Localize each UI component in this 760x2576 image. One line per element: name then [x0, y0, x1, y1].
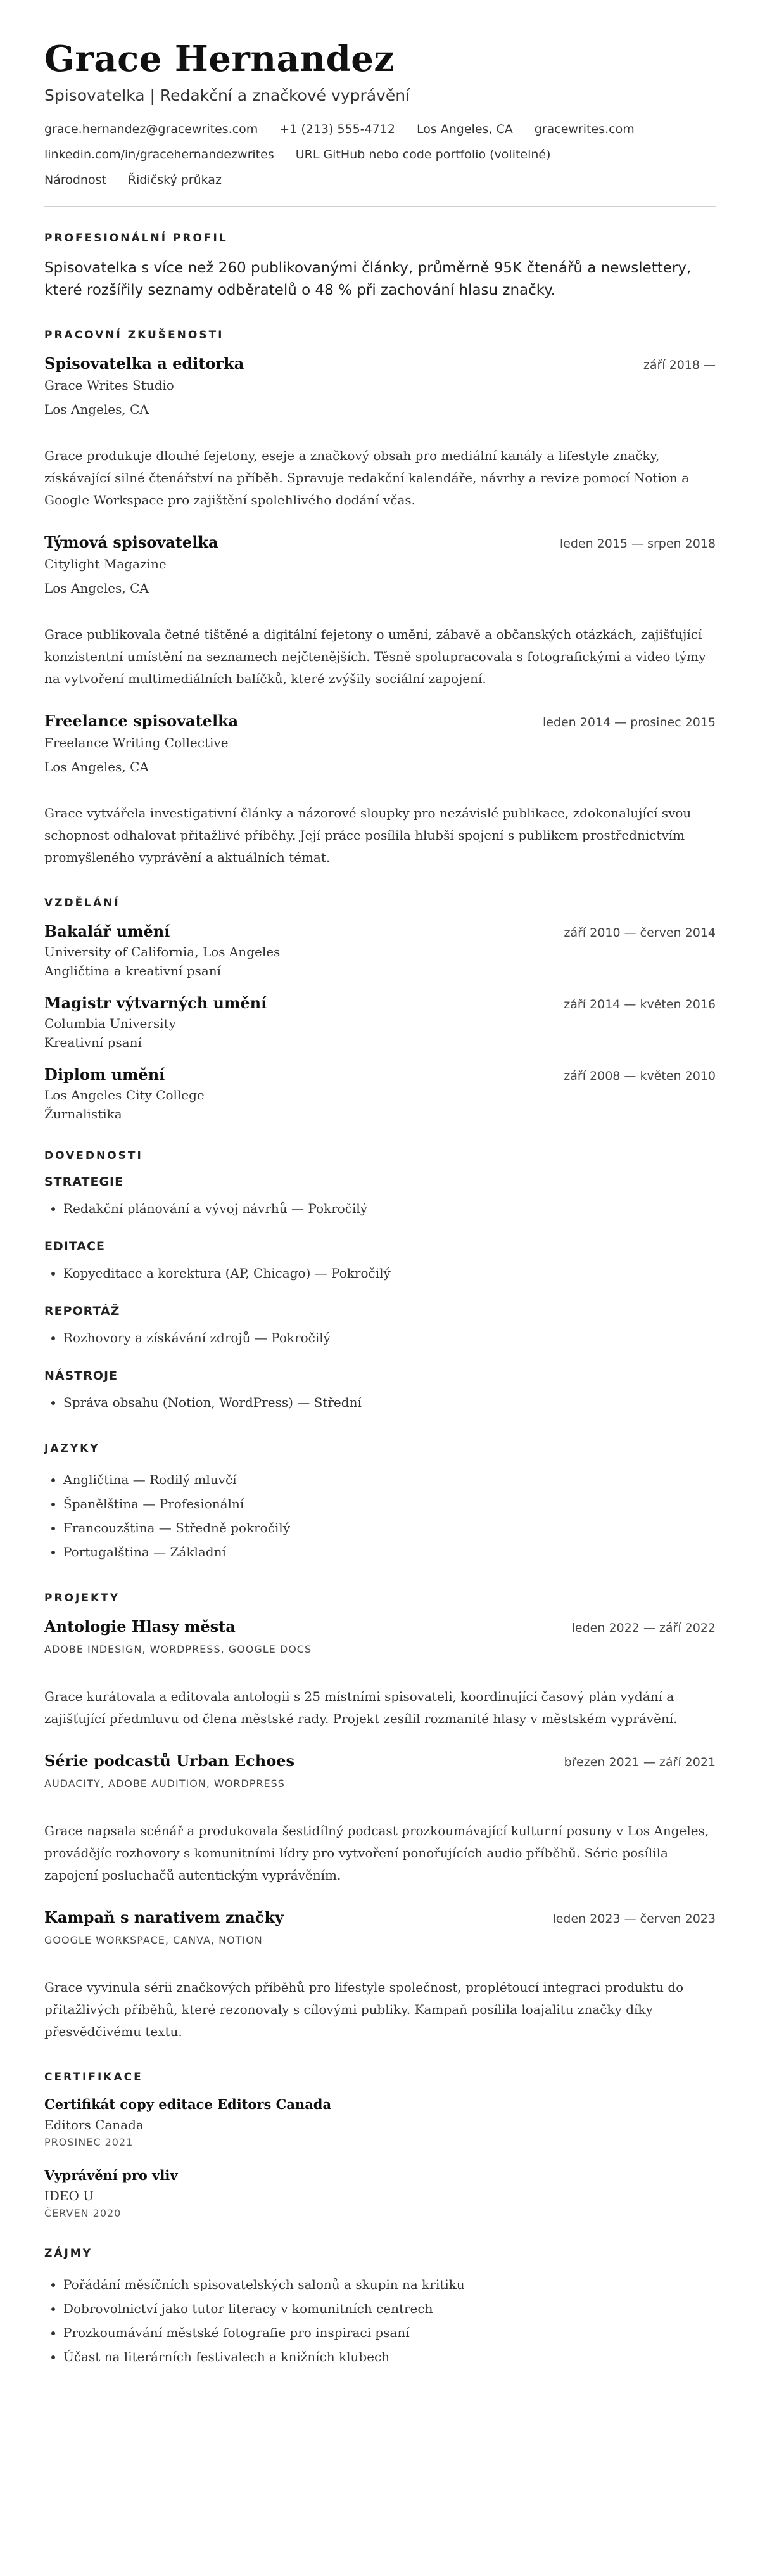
experience-entry — [44, 354, 716, 511]
skill-item: • Správa obsahu (Notion, WordPress) — Střední — [63, 1390, 716, 1414]
experience-dates: leden 2014 — prosinec 2015 — [542, 715, 716, 729]
interest-list — [44, 2272, 716, 2369]
certification-entry — [44, 2096, 716, 2148]
languages-section — [44, 1442, 716, 1564]
experience-location: Los Angeles, CA — [44, 759, 149, 774]
education-title: VZDĚLÁNÍ — [44, 897, 120, 909]
certification-issuer: Editors Canada — [44, 2117, 144, 2132]
education-school: Los Angeles City College — [44, 1087, 205, 1103]
headline: Spisovatelka | Redakční a značkové vyprávění — [44, 86, 410, 105]
languages-title: JAZYKY — [44, 1442, 100, 1455]
skills-title: DOVEDNOSTI — [44, 1150, 143, 1162]
project-name: Kampaň s narativem značky — [44, 1908, 284, 1926]
experience-company: Freelance Writing Collective — [44, 735, 229, 750]
experience-description: Grace vytvářela investigativní články a názorové sloupky pro nezávislé publikace, zdokonalující svou schopnost odhalovat přitažlivé příběhy. Její práce posílila hlubší spojení s publikem prostřednictvím promyšleného vyprávění a aktuálních témat. — [44, 805, 692, 865]
project-description: Grace vyvinula sérii značkových příběhů pro lifestyle společnost, proplétoucí integraci produktu do přitažlivých příběhů, které rezonovaly s cílovými publiky. Kampaň posílila loajalitu značky díky přesvědčivému textu. — [44, 1980, 684, 2039]
skill-item: • Rozhovory a získávání zdrojů — Pokročilý — [63, 1326, 716, 1350]
project-entry — [44, 1752, 716, 1887]
skill-list — [44, 1326, 716, 1350]
education-entry — [44, 922, 716, 978]
certification-date: ČERVEN 2020 — [44, 2207, 122, 2219]
candidate-name: Grace Hernandez — [44, 38, 395, 80]
education-dates: září 2014 — květen 2016 — [564, 997, 716, 1011]
project-tech: ADOBE INDESIGN, WORDPRESS, GOOGLE DOCS — [44, 1643, 312, 1655]
skill-item: • Redakční plánování a vývoj návrhů — Pokročilý — [63, 1196, 716, 1221]
experience-description: Grace publikovala četné tištěné a digitální fejetony o umění, zábavě a občanských otázkách, zajišťující konzistentní umístění na seznamech nejčtenějších. Těsně spolupracovala s fotografickými a video týmy na vytvoření multimediálních balíčků, které zvýšily sociální zapojení. — [44, 627, 706, 686]
project-dates: leden 2023 — červen 2023 — [552, 1912, 716, 1926]
contact-row-3 — [44, 173, 716, 187]
language-item: • Portugalština — Základní — [63, 1540, 716, 1564]
experience-entry — [44, 533, 716, 690]
contact-portfolio[interactable]: URL GitHub nebo code portfolio (volitelné) — [295, 148, 551, 162]
contact-nationality: Národnost — [44, 173, 106, 187]
education-field: Žurnalistika — [44, 1106, 122, 1122]
certification-name: Certifikát copy editace Editors Canada — [44, 2096, 332, 2112]
experience-location: Los Angeles, CA — [44, 402, 149, 417]
profile-text: Spisovatelka s více než 260 publikovanými články, průměrně 95K čtenářů a newslettery, které rozšířily seznamy odběratelů o 48 % při zachování hlasu značky. — [44, 260, 692, 298]
interest-item: • Pořádání měsíčních spisovatelských salonů a skupin na kritiku — [63, 2272, 716, 2297]
contact-phone[interactable]: +1 (213) 555-4712 — [279, 122, 395, 136]
contact-website[interactable]: gracewrites.com — [534, 122, 635, 136]
project-tech: AUDACITY, ADOBE AUDITION, WORDPRESS — [44, 1778, 285, 1790]
project-entry — [44, 1617, 716, 1730]
certifications-section — [44, 2071, 716, 2219]
certification-issuer: IDEO U — [44, 2188, 94, 2203]
project-entry — [44, 1908, 716, 2043]
experience-company: Grace Writes Studio — [44, 378, 174, 393]
interests-title: ZÁJMY — [44, 2247, 93, 2260]
profile-title: PROFESIONÁLNÍ PROFIL — [44, 232, 228, 245]
education-dates: září 2010 — červen 2014 — [564, 926, 716, 940]
contact-row-2 — [44, 148, 716, 162]
education-degree: Diplom umění — [44, 1065, 165, 1084]
header-divider — [44, 206, 716, 207]
projects-section — [44, 1592, 716, 2043]
experience-dates: leden 2015 — srpen 2018 — [559, 537, 716, 551]
skill-category-title: NÁSTROJE — [44, 1369, 118, 1383]
interest-item: • Prozkoumávání městské fotografie pro inspiraci psaní — [63, 2321, 716, 2345]
skill-item: • Kopyeditace a korektura (AP, Chicago) — Pokročilý — [63, 1261, 716, 1285]
skill-category-title: REPORTÁŽ — [44, 1304, 120, 1318]
education-school: Columbia University — [44, 1016, 176, 1031]
contact-location: Los Angeles, CA — [416, 122, 513, 136]
skill-list — [44, 1390, 716, 1414]
experience-company: Citylight Magazine — [44, 556, 167, 572]
contact-email[interactable]: grace.hernandez@gracewrites.com — [44, 122, 258, 136]
project-name: Série podcastů Urban Echoes — [44, 1752, 294, 1770]
interest-item: • Dobrovolnictví jako tutor literacy v komunitních centrech — [63, 2297, 716, 2321]
language-item: • Angličtina — Rodilý mluvčí — [63, 1468, 716, 1492]
language-item: • Španělština — Profesionální — [63, 1492, 716, 1516]
project-name: Antologie Hlasy města — [44, 1617, 236, 1636]
experience-role: Spisovatelka a editorka — [44, 354, 244, 373]
experience-dates: září 2018 — — [643, 358, 716, 372]
interests-section — [44, 2247, 716, 2369]
skills-section — [44, 1150, 716, 1414]
project-description: Grace napsala scénář a produkovala šestidílný podcast prozkoumávající kulturní posuny v Los Angeles, provádějíc rozhovory s komunitními lídry pro vytvoření ponořujících audio příběhů. Série posílila zapojení posluchačů autentickým vyprávěním. — [44, 1823, 709, 1883]
education-entry — [44, 1065, 716, 1122]
education-degree: Bakalář umění — [44, 922, 170, 940]
education-entry — [44, 994, 716, 1050]
certification-entry — [44, 2167, 716, 2219]
experience-title: PRACOVNÍ ZKUŠENOSTI — [44, 329, 224, 342]
education-school: University of California, Los Angeles — [44, 944, 281, 959]
experience-location: Los Angeles, CA — [44, 580, 149, 596]
language-list — [44, 1468, 716, 1564]
experience-section — [44, 329, 716, 869]
project-description: Grace kurátovala a editovala antologii s 25 místními spisovateli, koordinující časový plán vydání a zajišťující předmluvu od člena městské rady. Projekt zesílil rozmanité hlasy v městském vyprávění. — [44, 1689, 678, 1726]
education-degree: Magistr výtvarných umění — [44, 994, 267, 1012]
skill-category-title: STRATEGIE — [44, 1175, 124, 1189]
experience-role: Týmová spisovatelka — [44, 533, 218, 551]
contact-row-1 — [44, 122, 716, 136]
education-dates: září 2008 — květen 2010 — [564, 1069, 716, 1083]
profile-section — [44, 232, 716, 301]
experience-entry — [44, 712, 716, 869]
certification-name: Vyprávění pro vliv — [44, 2167, 178, 2183]
project-dates: leden 2022 — září 2022 — [571, 1621, 716, 1635]
experience-role: Freelance spisovatelka — [44, 712, 239, 730]
projects-title: PROJEKTY — [44, 1592, 120, 1605]
skill-list — [44, 1261, 716, 1285]
education-section — [44, 897, 716, 1122]
certifications-title: CERTIFIKACE — [44, 2071, 143, 2084]
certification-date: PROSINEC 2021 — [44, 2136, 134, 2148]
experience-description: Grace produkuje dlouhé fejetony, eseje a značkový obsah pro mediální kanály a lifestyle značky, získávající silné čtenářství na příběh. Spravuje redakční kalendáře, návrhy a revize pomocí Notion a Google Workspace pro zajištění spolehlivého dodání včas. — [44, 448, 690, 508]
education-field: Angličtina a kreativní psaní — [44, 963, 222, 978]
contact-linkedin[interactable]: linkedin.com/in/gracehernandezwrites — [44, 148, 274, 162]
contact-driving-license: Řidičský průkaz — [127, 173, 222, 187]
interest-item: • Účast na literárních festivalech a knižních klubech — [63, 2345, 716, 2369]
education-field: Kreativní psaní — [44, 1035, 142, 1050]
language-item: • Francouzština — Středně pokročilý — [63, 1516, 716, 1540]
skill-list — [44, 1196, 716, 1221]
resume-header — [44, 38, 716, 187]
project-dates: březen 2021 — září 2021 — [564, 1755, 716, 1769]
skill-category-title: EDITACE — [44, 1240, 105, 1253]
project-tech: GOOGLE WORKSPACE, CANVA, NOTION — [44, 1934, 263, 1946]
